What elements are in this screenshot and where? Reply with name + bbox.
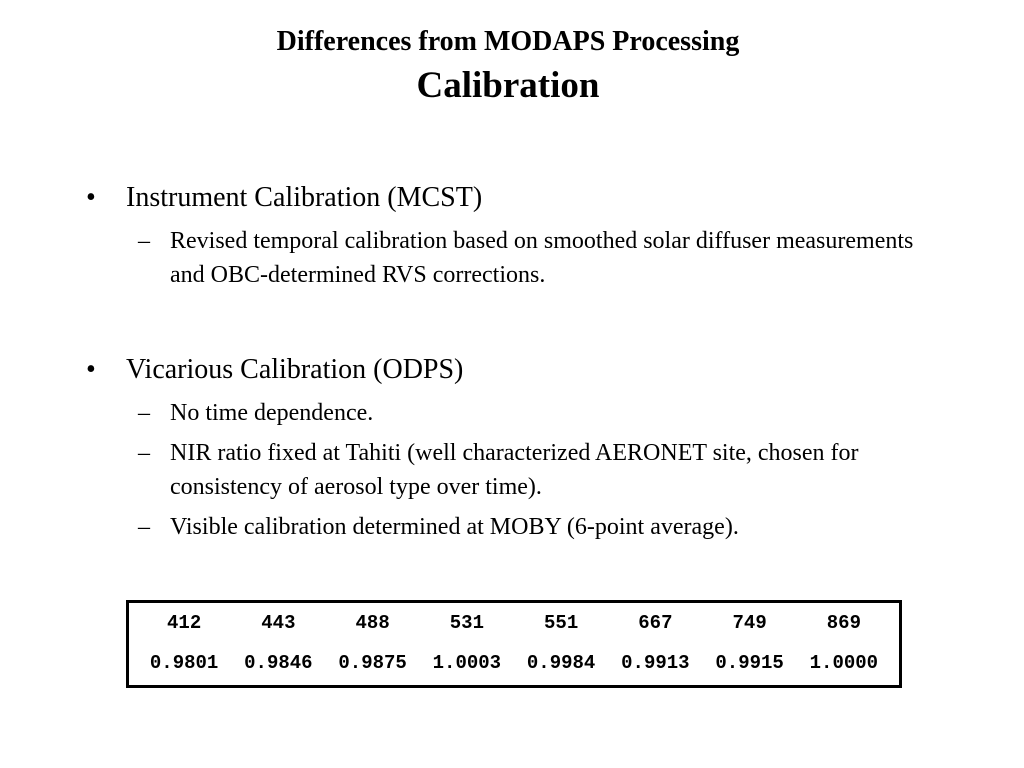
gain-cell: 1.0000 [809, 652, 879, 674]
bullet-marker: • [86, 354, 96, 385]
bullet-text: Vicarious Calibration (ODPS) [126, 354, 464, 385]
subitem-revised-temporal-calibration [86, 224, 946, 292]
wavelength-cell: 531 [449, 612, 484, 634]
wavelength-cell: 869 [826, 612, 861, 634]
subitem-text: Revised temporal calibration based on smoothed solar diffuser measurements and OBC-determined RVS corrections. [170, 228, 914, 288]
gain-cell: 1.0003 [432, 652, 502, 674]
subitem-marker: – [138, 400, 150, 426]
subitem-marker: – [138, 514, 150, 540]
bullet-instrument-calibration [86, 180, 946, 216]
gain-cell: 0.9875 [338, 652, 407, 674]
wavelength-cell: 443 [261, 612, 296, 634]
slide-title-line2: Calibration [416, 65, 600, 106]
subitem-marker: – [138, 228, 150, 254]
bullet-marker: • [86, 182, 96, 213]
gain-cell: 0.9913 [621, 652, 690, 674]
wavelength-cell: 667 [638, 612, 673, 634]
subitem-nir-ratio [86, 436, 946, 504]
subitem-visible-calibration [86, 510, 946, 544]
wavelength-cell: 749 [732, 612, 767, 634]
subitem-text: No time dependence. [170, 400, 374, 426]
calibration-gain-table [126, 600, 902, 688]
gain-cell: 0.9915 [715, 652, 784, 674]
subitem-text: Visible calibration determined at MOBY (6-point average). [170, 514, 739, 540]
bullet-vicarious-calibration [86, 352, 946, 388]
subitem-text: NIR ratio fixed at Tahiti (well characterized AERONET site, chosen for consistency of aerosol type over time). [170, 440, 859, 500]
gain-cell: 0.9801 [149, 652, 219, 674]
gain-row [137, 651, 891, 675]
wavelength-cell: 488 [355, 612, 390, 634]
wavelength-cell: 551 [544, 612, 579, 634]
slide-title-line1: Differences from MODAPS Processing [276, 26, 740, 57]
wavelength-cell: 412 [167, 612, 202, 634]
wavelength-row [137, 611, 891, 635]
subitem-marker: – [138, 440, 150, 466]
bullet-list [86, 180, 946, 544]
bullet-text: Instrument Calibration (MCST) [126, 182, 483, 213]
slide-title [0, 22, 1016, 110]
gain-cell: 0.9846 [244, 652, 313, 674]
gain-cell: 0.9984 [526, 652, 596, 674]
subitem-no-time-dependence [86, 396, 946, 430]
